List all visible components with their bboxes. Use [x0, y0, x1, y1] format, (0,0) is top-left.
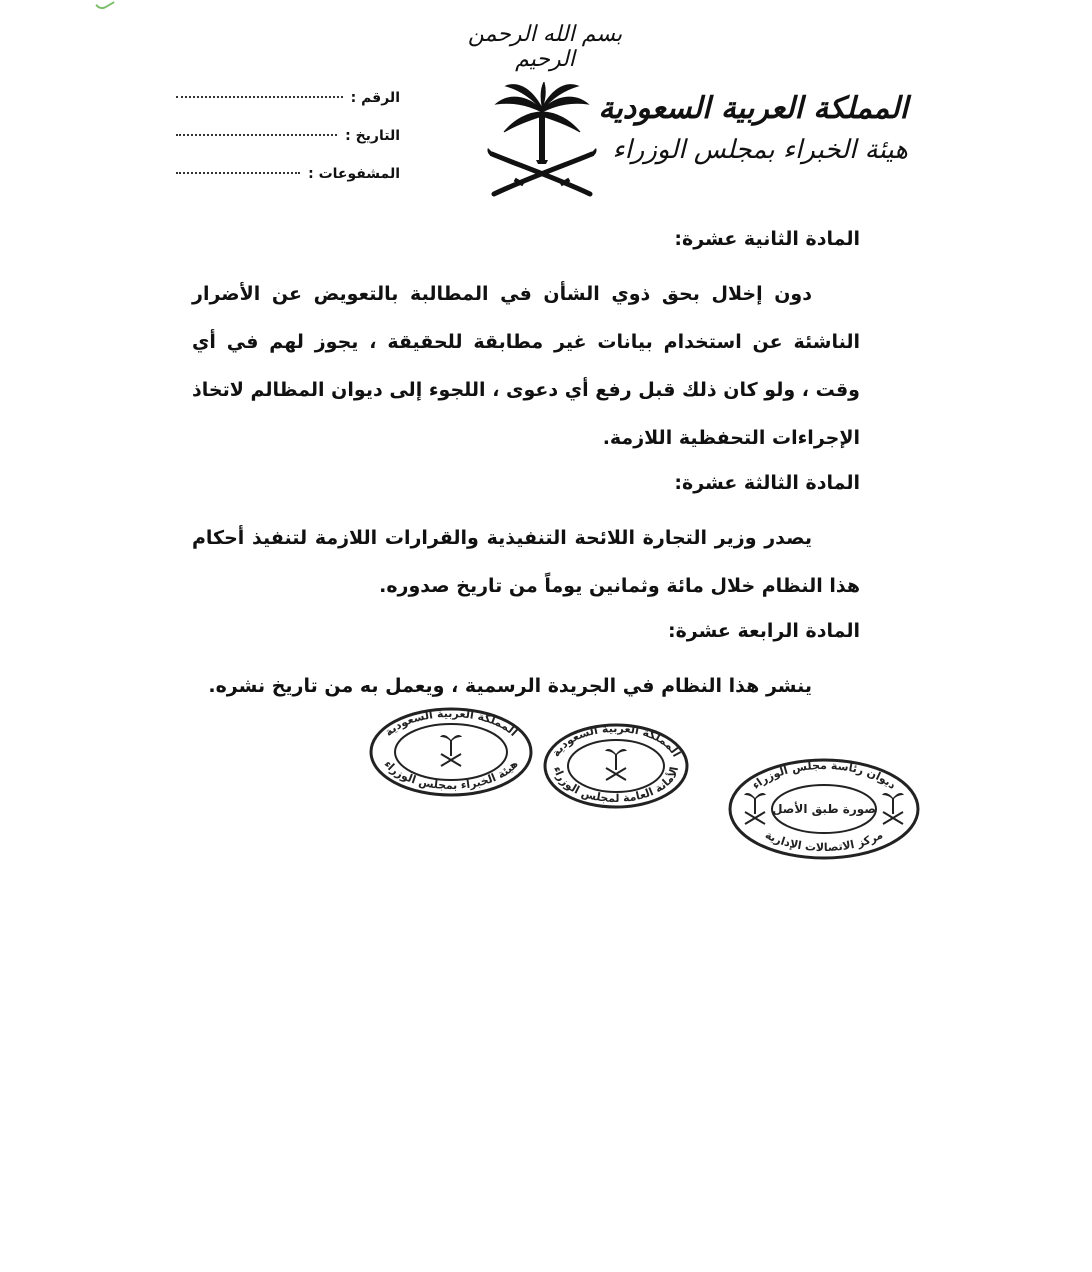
article-12-title: المادة الثانية عشرة:	[674, 228, 860, 250]
stamp-3-bottom-text: مركز الاتصالات الإدارية	[763, 828, 885, 855]
stamp-certified-copy	[726, 756, 922, 862]
stamp-emblem-icon	[744, 793, 766, 824]
article-13-title: المادة الثالثة عشرة:	[674, 472, 860, 494]
ref-field-value	[176, 134, 337, 136]
ref-field-label: التاريخ :	[345, 128, 400, 144]
ref-field-label: المشفوعات :	[308, 166, 400, 182]
stamp-general-secretariat	[542, 722, 690, 810]
stamp-2-bottom-text: الأمانة العامة لمجلس الوزراء	[550, 765, 682, 806]
document-body	[192, 222, 860, 714]
stamp-3-top-text: ديوان رئاسة مجلس الوزراء	[749, 758, 899, 792]
stamp-emblem-icon	[605, 749, 627, 780]
org-line-1: المملكة العربية السعودية	[598, 91, 908, 126]
stamp-experts-commission	[368, 706, 534, 798]
stamp-2-top-text: المملكة العربية السعودية	[549, 722, 684, 760]
ref-field-value	[176, 172, 300, 174]
saudi-emblem-icon	[486, 82, 598, 200]
stamp-emblem-icon	[882, 793, 904, 824]
ref-field-label: الرقم :	[350, 90, 400, 106]
ref-field-number	[176, 90, 400, 128]
article-14-text: ينشر هذا النظام في الجريدة الرسمية ، ويعمل به من تاريخ نشره.	[208, 675, 812, 697]
org-line-2: هيئة الخبراء بمجلس الوزراء	[612, 135, 908, 165]
stamp-1-top-text: المملكة العربية السعودية	[382, 706, 521, 739]
ref-field-value	[176, 96, 343, 98]
organization-name	[598, 88, 908, 170]
stamp-3-middle-text: صورة طبق الأصل	[772, 802, 876, 816]
stamp-emblem-icon	[440, 735, 462, 766]
article-12-text: دون إخلال بحق ذوي الشأن في المطالبة بالتعويض عن الأضرار الناشئة عن استخدام بيانات غير مطابقة للحقيقة ، يجوز لهم في أي وقت ، ولو كان ذلك قبل رفع أي دعوى ، اللجوء إلى ديوان المظالم لاتخاذ الإجراءات التحفظية اللازمة.	[192, 283, 860, 449]
basmala: بسم الله الرحمن الرحيم	[467, 22, 623, 72]
article-13-text: يصدر وزير التجارة اللائحة التنفيذية والقرارات اللازمة لتنفيذ أحكام هذا النظام خلال مائة وثمانين يوماً من تاريخ صدوره.	[192, 527, 860, 597]
official-stamps	[360, 700, 930, 870]
ref-field-date	[176, 128, 400, 166]
ref-field-attachments	[176, 166, 400, 204]
stamp-1-bottom-text: هيئة الخبراء بمجلس الوزراء	[381, 757, 521, 793]
article-14-title: المادة الرابعة عشرة:	[667, 620, 860, 642]
reference-fields	[176, 90, 400, 204]
corner-mark	[95, 0, 115, 12]
